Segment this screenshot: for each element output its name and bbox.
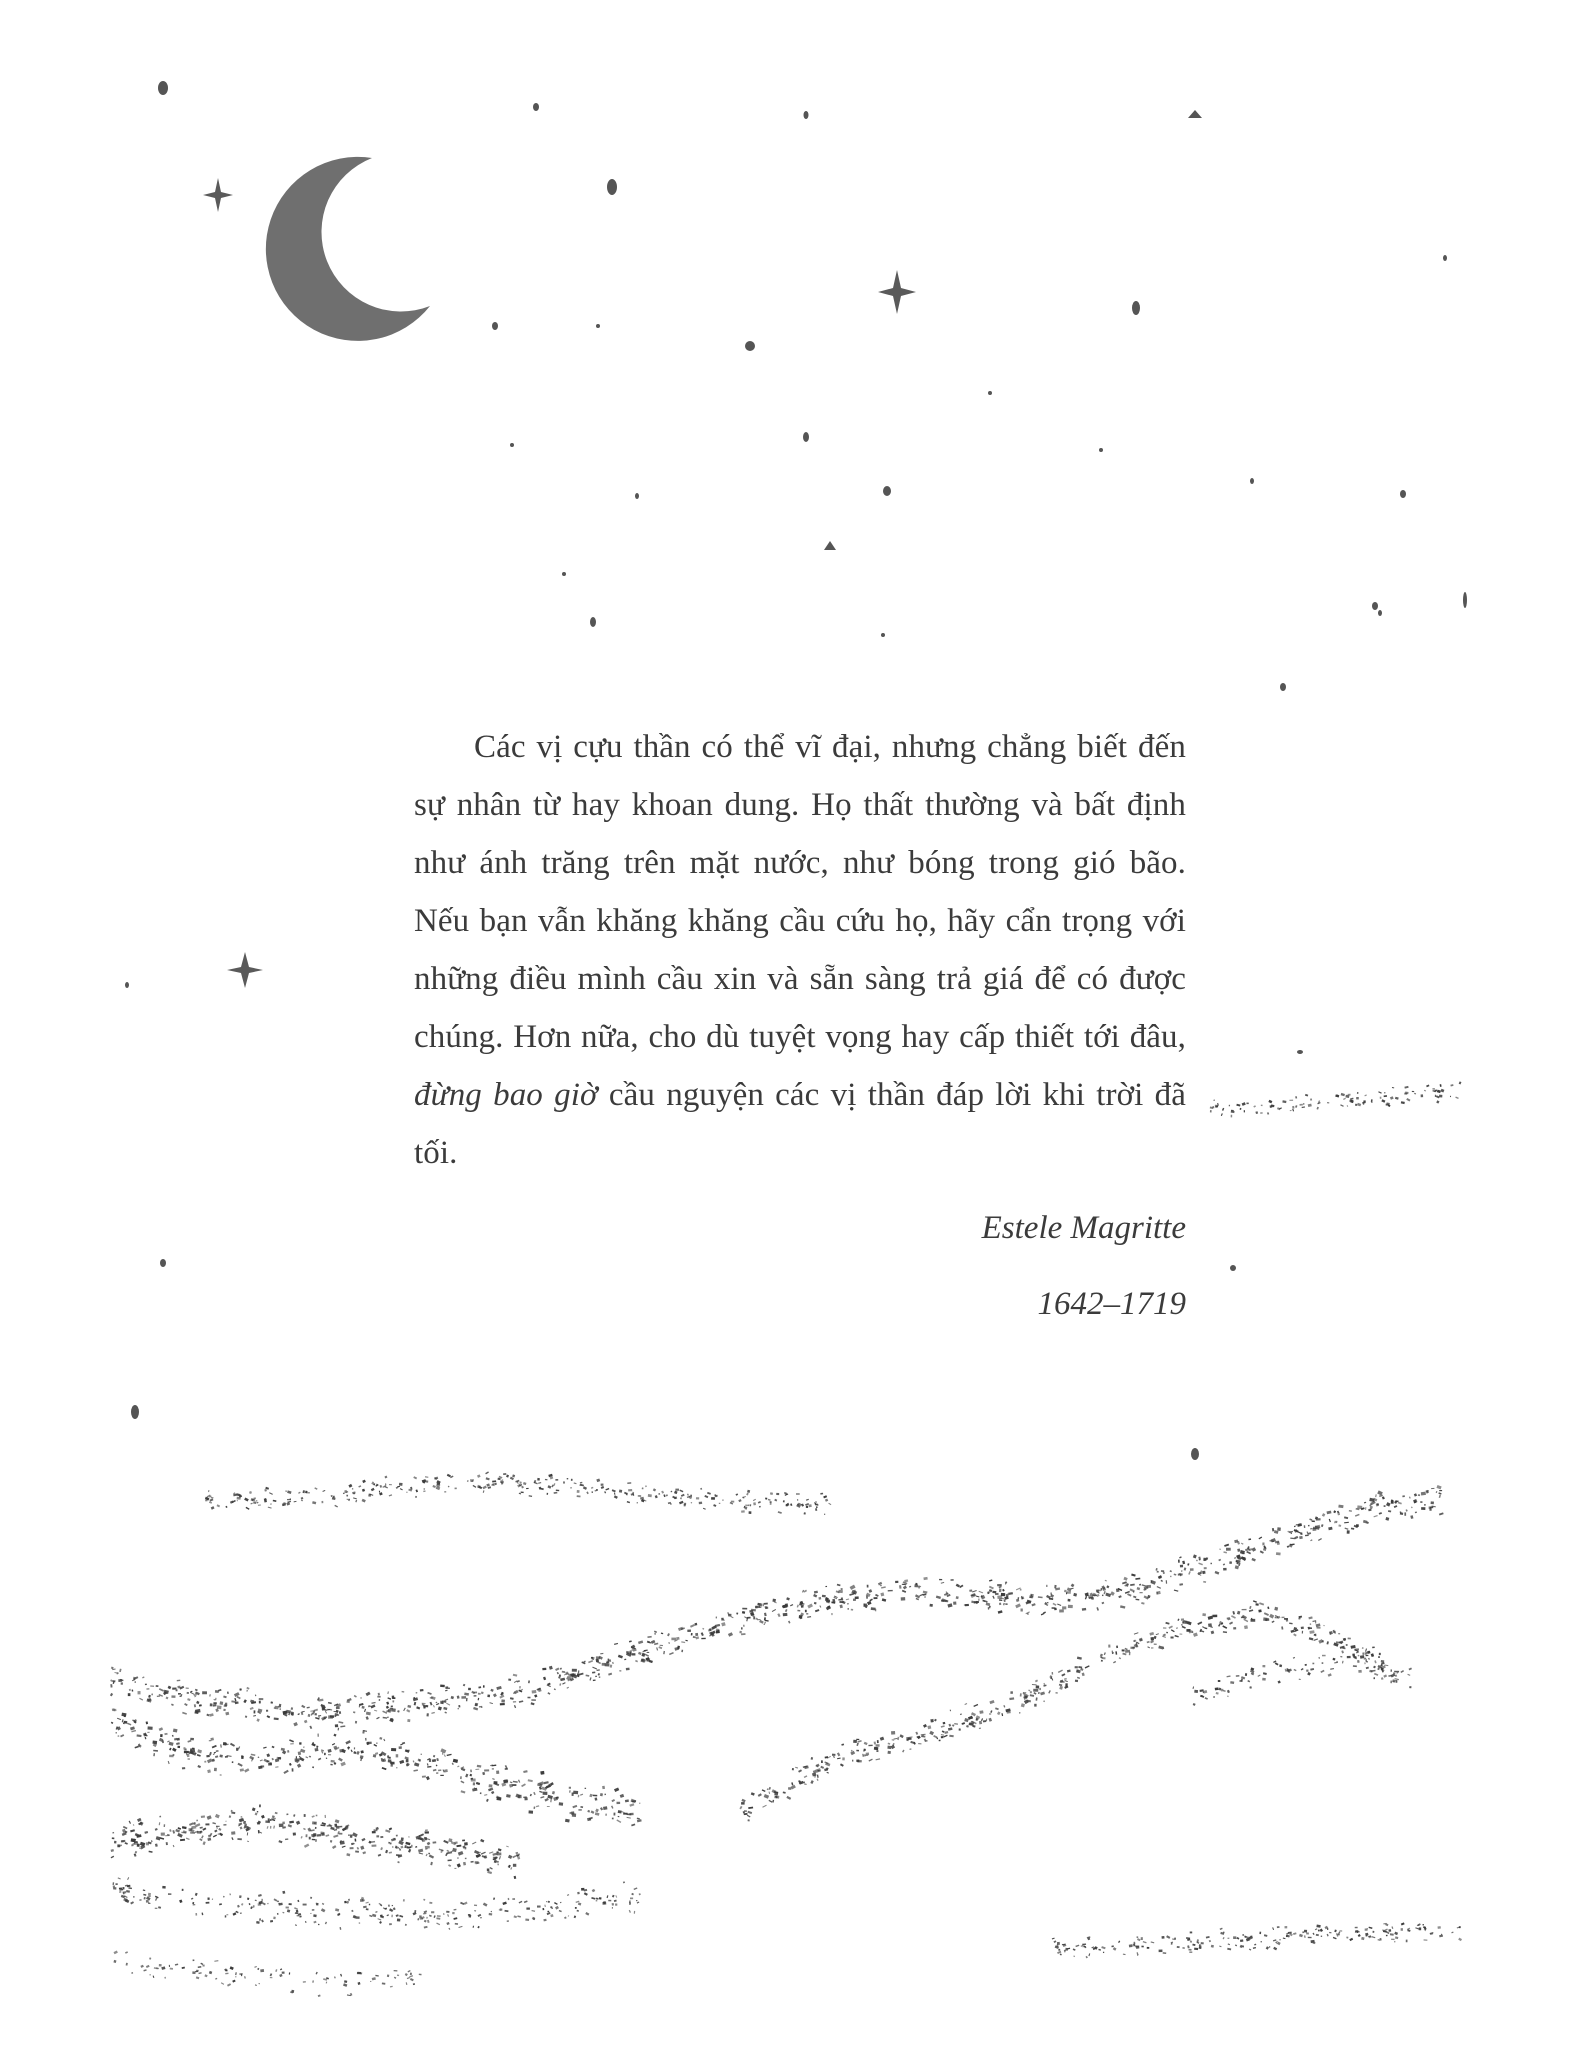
quote-text-before: Các vị cựu thần có thể vĩ đại, nhưng chẳng biết đến sự nhân từ hay khoan dung. Họ thất thường và bất định như ánh trăng trên mặt nước, như bóng trong gió bão. Nếu bạn vẫn khăng khăng cầu cứu họ, hãy cẩn trọng với những điều mình cầu xin và sẵn sàng trả giá để có được chúng. Hơn nữa, cho dù tuyệt vọng hay cấp thiết tới đâu, xyxy=(414,729,1186,1055)
epigraph-quote xyxy=(414,718,1186,1182)
star-sparkle-icon xyxy=(878,270,916,314)
quote-text-after: cầu nguyện các vị thần đáp lời khi trời đã tối. xyxy=(414,1077,1186,1171)
quote-author: Estele Magritte xyxy=(981,1210,1186,1246)
crescent-moon-icon xyxy=(266,157,430,341)
quote-dates: 1642–1719 xyxy=(1037,1286,1186,1322)
quote-emphasis: đừng bao giờ xyxy=(414,1077,598,1113)
stippled-hills xyxy=(110,1081,1462,1997)
star-sparkle-icon xyxy=(227,952,263,988)
star-sparkle-icon xyxy=(203,178,233,212)
epigraph-paragraph xyxy=(414,718,1186,1182)
